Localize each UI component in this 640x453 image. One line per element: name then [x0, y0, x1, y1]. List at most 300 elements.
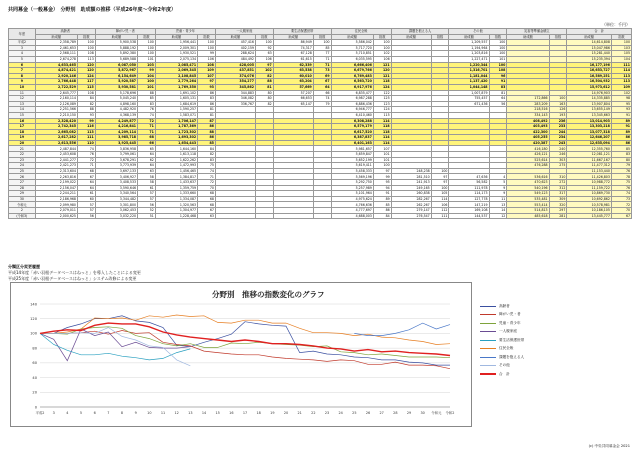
- amount-cell: 1,644,160: [155, 146, 197, 152]
- amount-cell: 344,883: [215, 90, 255, 96]
- legend-item: [480, 345, 540, 354]
- index-cell: 103: [611, 45, 631, 51]
- index-cell: 63: [138, 168, 156, 174]
- subcolumn-header: 指数: [77, 34, 95, 40]
- index-cell: 99: [198, 51, 216, 57]
- legend-item: [480, 370, 540, 379]
- amount-cell: 2,779,264: [155, 79, 197, 85]
- amount-cell: 2,920,146: [35, 73, 77, 79]
- amount-cell: 3,985,718: [95, 135, 137, 141]
- year-cell: 5: [9, 56, 36, 62]
- index-cell: 93: [198, 84, 216, 90]
- x-tick-label: 3: [52, 411, 55, 415]
- index-cell: 67: [77, 174, 95, 180]
- index-cell: 100: [198, 45, 216, 51]
- subcolumn-header: 指数: [373, 34, 391, 40]
- amount-cell: 15,281,440: [567, 51, 612, 57]
- amount-cell: 5,652,199: [331, 157, 373, 163]
- index-cell: 63: [255, 51, 273, 57]
- index-cell: 84: [198, 146, 216, 152]
- amount-cell: 5,888,192: [95, 45, 137, 51]
- x-tick-label: 5: [79, 411, 83, 415]
- x-tick-label: 23: [324, 411, 330, 415]
- index-cell: 303: [549, 157, 567, 163]
- amount-cell: 61,615: [273, 56, 313, 62]
- x-tick-label: 12: [174, 411, 179, 415]
- index-cell: 86: [611, 140, 631, 146]
- legend-item: [480, 319, 540, 328]
- y-tick-label: 20: [32, 390, 37, 395]
- index-cell: 77: [313, 51, 331, 57]
- index-cell: 56: [138, 202, 156, 208]
- column-header: 合 計: [567, 29, 632, 35]
- index-cell: 86: [198, 101, 216, 107]
- amount-cell: 4,874,421: [35, 68, 77, 74]
- amount-cell: 260,838: [391, 191, 431, 197]
- index-cell: 118: [373, 129, 391, 135]
- index-cell: 76: [611, 185, 631, 191]
- index-cell: 68: [198, 191, 216, 197]
- index-cell: 71: [313, 56, 331, 62]
- index-cell: 100: [138, 45, 156, 51]
- amount-cell: 2,617,282: [35, 135, 77, 141]
- amount-cell: 3,678,291: [95, 157, 137, 163]
- amount-cell: 1,723,302: [155, 129, 197, 135]
- amount-cell: 1,654,443: [155, 140, 197, 146]
- amount-cell: 336,767: [215, 101, 255, 107]
- index-cell: 82: [255, 73, 273, 79]
- index-cell: 243: [549, 140, 567, 146]
- subcolumn-header: 指数: [138, 34, 156, 40]
- year-cell: 2: [9, 208, 36, 214]
- x-tick-label: 17: [242, 411, 248, 415]
- index-cell: 95: [611, 101, 631, 107]
- amount-cell: 4,898,160: [95, 101, 137, 107]
- index-cell: 76: [77, 152, 95, 158]
- y-tick-label: 100: [30, 331, 37, 336]
- amount-cell: 2,075,134: [155, 56, 197, 62]
- subcolumn-header: 助成額: [507, 34, 549, 40]
- index-cell: 71: [198, 174, 216, 180]
- amount-cell: 13,014,903: [567, 118, 612, 124]
- index-cell: 106: [431, 202, 449, 208]
- index-cell: 320: [549, 202, 567, 208]
- index-cell: 9: [489, 191, 507, 197]
- year-cell: 19: [9, 135, 36, 141]
- index-cell: 107: [198, 73, 216, 79]
- y-tick-label: 0: [34, 405, 37, 410]
- amount-cell: 63,204: [273, 79, 313, 85]
- x-tick-label: 18: [256, 411, 261, 415]
- index-cell: 87: [198, 118, 216, 124]
- amount-cell: 241,913: [391, 180, 431, 186]
- amount-cell: 13,345,663: [567, 112, 612, 118]
- subcolumn-header: 指数: [313, 34, 331, 40]
- index-cell: 100: [489, 62, 507, 68]
- amount-cell: 288,624: [215, 51, 255, 57]
- amount-cell: 1,359,759: [155, 185, 197, 191]
- amount-cell: 2,156,047: [35, 185, 77, 191]
- amount-cell: 1,228,468: [155, 213, 197, 219]
- amount-cell: 5,619,411: [331, 163, 373, 169]
- index-cell: 123: [373, 101, 391, 107]
- legend-swatch: [480, 373, 496, 375]
- amount-cell: 755,457: [449, 96, 489, 102]
- index-cell: 85: [373, 202, 391, 208]
- index-cell: 105: [611, 51, 631, 57]
- index-cell: 101: [373, 152, 391, 158]
- index-cell: 13: [489, 202, 507, 208]
- amount-cell: 5,872,967: [95, 68, 137, 74]
- amount-cell: 3,032,220: [95, 213, 137, 219]
- line-chart: [10, 282, 470, 425]
- amount-cell: 1,304,977: [155, 208, 197, 214]
- index-cell: 71: [313, 62, 331, 68]
- legend-label: その他: [499, 363, 510, 368]
- year-cell: 13: [9, 101, 36, 107]
- amount-cell: 1,613,118: [155, 152, 197, 158]
- index-cell: 72: [138, 118, 156, 124]
- amount-cell: [215, 213, 255, 219]
- amount-cell: 2,421,273: [35, 163, 77, 169]
- amount-cell: 1,227,471: [449, 56, 489, 62]
- index-cell: 102: [373, 51, 391, 57]
- x-tick-label: 22: [311, 411, 316, 415]
- legend-label: 合 計: [499, 371, 510, 376]
- index-cell: 83: [198, 96, 216, 102]
- amount-cell: 1,220,344: [449, 62, 489, 68]
- amount-cell: 2,126,089: [35, 101, 77, 107]
- x-tick-label: 4: [66, 411, 69, 415]
- amount-cell: 6,154,649: [95, 73, 137, 79]
- index-cell: 76: [138, 107, 156, 113]
- index-cell: 113: [77, 129, 95, 135]
- index-cell: 4: [489, 174, 507, 180]
- index-cell: 73: [313, 68, 331, 74]
- series-line: [40, 327, 450, 358]
- index-cell: 309: [549, 196, 567, 202]
- legend-swatch: [480, 314, 496, 315]
- index-cell: 124: [373, 107, 391, 113]
- index-cell: 100: [138, 79, 156, 85]
- amount-cell: 1,769,350: [155, 84, 197, 90]
- x-tick-label: 平成2: [35, 411, 45, 415]
- column-header: 要生活保護世帯: [273, 29, 331, 35]
- index-cell: 9: [489, 185, 507, 191]
- amount-cell: 5,717,720: [331, 45, 373, 51]
- x-tick-label: 25: [352, 411, 357, 415]
- index-cell: 101: [489, 56, 507, 62]
- year-cell: 29: [9, 191, 36, 197]
- year-cell: 8: [9, 73, 36, 79]
- year-cell: 28: [9, 185, 36, 191]
- amount-cell: 3,301,800: [95, 202, 137, 208]
- amount-cell: 437,851: [215, 68, 255, 74]
- column-header: その他: [449, 29, 507, 35]
- index-cell: 74: [313, 96, 331, 102]
- legend-swatch: [480, 323, 496, 324]
- year-cell: 7: [9, 68, 36, 74]
- index-cell: 86: [611, 135, 631, 141]
- index-cell: [255, 213, 273, 219]
- subcolumn-header: 助成額: [215, 34, 255, 40]
- index-cell: 86: [198, 124, 216, 130]
- table-body: [9, 40, 632, 219]
- index-cell: 233: [549, 124, 567, 130]
- legend-label: 障がい児・者: [499, 312, 521, 317]
- amount-cell: 2,441,277: [35, 157, 77, 163]
- index-cell: 89: [611, 118, 631, 124]
- index-cell: 117: [77, 79, 95, 85]
- subcolumn-header: 指数: [549, 34, 567, 40]
- amount-cell: 354,277: [215, 79, 255, 85]
- index-cell: 69: [313, 73, 331, 79]
- index-cell: 89: [611, 129, 631, 135]
- amount-cell: 6,579,179: [331, 124, 373, 130]
- index-cell: 115: [373, 112, 391, 118]
- amount-cell: 172,866: [507, 96, 549, 102]
- amount-cell: 60,010: [273, 73, 313, 79]
- index-cell: 79: [313, 101, 331, 107]
- amount-cell: 86,949: [273, 40, 313, 46]
- index-cell: 110: [77, 140, 95, 146]
- amount-cell: 1,956,441: [155, 40, 197, 46]
- amount-cell: 111,978: [449, 185, 489, 191]
- x-tick-label: 30: [420, 411, 425, 415]
- year-cell: 15: [9, 112, 36, 118]
- copyright-footer: (c) 中央共同募金会 2021: [588, 444, 630, 448]
- index-cell: 14: [489, 208, 507, 214]
- column-header: 災害等準備金積立: [507, 29, 567, 35]
- x-tick-label: 11: [160, 411, 166, 415]
- index-cell: 281: [549, 213, 567, 219]
- index-cell: 104: [138, 73, 156, 79]
- index-cell: 99: [138, 68, 156, 74]
- index-cell: 67: [198, 208, 216, 214]
- y-tick-label: 60: [32, 361, 37, 366]
- index-cell: 79: [611, 163, 631, 169]
- index-cell: 101: [373, 157, 391, 163]
- index-cell: 108: [198, 62, 216, 68]
- amount-cell: 15,047,986: [567, 45, 612, 51]
- amount-cell: 6,087,050: [95, 62, 137, 68]
- amount-cell: 63,538: [273, 68, 313, 74]
- year-cell: 6: [9, 62, 36, 68]
- index-cell: 125: [373, 96, 391, 102]
- amount-cell: 2,210,150: [35, 112, 77, 118]
- year-cell: 23: [9, 157, 36, 163]
- amount-cell: 6,987,288: [331, 96, 373, 102]
- amount-cell: 10,869,730: [567, 191, 612, 197]
- amount-cell: 6,401,163: [331, 140, 373, 146]
- column-header: 年度: [9, 29, 36, 40]
- year-cell: 17: [9, 124, 36, 130]
- subcolumn-header: 助成額: [35, 34, 77, 40]
- column-header: 課題を抱える人: [391, 29, 449, 35]
- amount-cell: 6,946,777: [331, 107, 373, 113]
- index-cell: 106: [198, 56, 216, 62]
- index-cell: 88: [138, 90, 156, 96]
- amount-cell: 5,101,964: [331, 191, 373, 197]
- index-cell: 297: [549, 208, 567, 214]
- amount-cell: 3,773,939: [95, 163, 137, 169]
- amount-cell: 4,633,465: [35, 62, 77, 68]
- subcolumn-header: 指数: [255, 34, 273, 40]
- amount-cell: 2,009,301: [155, 45, 197, 51]
- x-tick-label: 28: [393, 411, 398, 415]
- amount-cell: 4,209,114: [95, 129, 137, 135]
- amount-cell: 1,320,563: [155, 202, 197, 208]
- index-cell: 52: [138, 208, 156, 214]
- index-cell: 120: [77, 68, 95, 74]
- index-cell: 113: [611, 73, 631, 79]
- x-tick-label: 9: [134, 411, 137, 415]
- index-cell: 121: [373, 73, 391, 79]
- amount-cell: 6,835,477: [331, 90, 373, 96]
- index-cell: 97: [431, 180, 449, 186]
- index-cell: 74: [198, 168, 216, 174]
- index-cell: 106: [255, 56, 273, 62]
- index-cell: 85: [611, 146, 631, 152]
- legend-label: 住民全般: [499, 346, 514, 351]
- amount-cell: 1,334,087: [155, 196, 197, 202]
- x-tick-label: 27: [379, 411, 384, 415]
- amount-cell: 13,655,149: [567, 107, 612, 113]
- index-cell: 83: [611, 152, 631, 158]
- index-cell: 64: [138, 152, 156, 158]
- index-cell: 83: [138, 101, 156, 107]
- amount-cell: 3,062,453: [95, 208, 137, 214]
- index-cell: 234: [549, 135, 567, 141]
- amount-cell: 403,493: [507, 124, 549, 130]
- amount-cell: 6,035,595: [331, 56, 373, 62]
- column-header: 障がい児・者: [95, 29, 155, 35]
- amount-cell: 5,292,750: [331, 180, 373, 186]
- x-tick-label: 19: [270, 411, 275, 415]
- y-tick-label: 140: [30, 302, 37, 307]
- index-cell: 114: [373, 118, 391, 124]
- index-cell: 96: [489, 73, 507, 79]
- amount-cell: 11,153,440: [567, 168, 612, 174]
- index-cell: 118: [373, 124, 391, 130]
- index-cell: 114: [431, 196, 449, 202]
- amount-cell: 422,300: [507, 129, 549, 135]
- amount-cell: 281,510: [391, 174, 431, 180]
- amount-cell: 5,710,851: [331, 51, 373, 57]
- amount-cell: 5,257,989: [331, 185, 373, 191]
- index-cell: 64: [77, 180, 95, 186]
- index-cell: 100: [313, 40, 331, 46]
- index-cell: 111: [431, 213, 449, 219]
- amount-cell: 2,328,420: [35, 118, 77, 124]
- amount-cell: 2,674,278: [35, 56, 77, 62]
- index-cell: 70: [198, 185, 216, 191]
- amount-cell: 4,688,003: [331, 213, 373, 219]
- column-header: 一人親家庭: [215, 29, 273, 35]
- index-cell: 63: [198, 213, 216, 219]
- index-cell: 124: [77, 73, 95, 79]
- index-cell: 240: [549, 146, 567, 152]
- amount-cell: 74,317: [273, 45, 313, 51]
- amount-cell: 2,160,114: [35, 96, 77, 102]
- amount-cell: 4,766,636: [331, 202, 373, 208]
- index-cell: 310: [549, 174, 567, 180]
- index-cell: 91: [373, 191, 391, 197]
- index-cell: 51: [138, 213, 156, 219]
- index-cell: 109: [611, 84, 631, 90]
- amount-cell: 10,186,105: [567, 208, 612, 214]
- index-cell: 100: [611, 40, 631, 46]
- amount-cell: 248,238: [391, 168, 431, 174]
- index-cell: 108: [489, 68, 507, 74]
- index-cell: 78: [611, 174, 631, 180]
- amount-cell: 426,121: [507, 152, 549, 158]
- legend-swatch: [480, 306, 496, 307]
- amount-cell: 56,582: [449, 180, 489, 186]
- amount-cell: 1,691,102: [155, 90, 197, 96]
- y-tick-label: 40: [32, 375, 37, 380]
- amount-cell: 1,706,147: [155, 118, 197, 124]
- amount-cell: 1,181,044: [449, 73, 489, 79]
- index-cell: 71: [138, 124, 156, 130]
- index-cell: 82: [198, 152, 216, 158]
- index-cell: 82: [255, 101, 273, 107]
- year-cell: 22: [9, 152, 36, 158]
- index-cell: 121: [373, 62, 391, 68]
- amount-cell: 345,862: [215, 84, 255, 90]
- index-cell: 99: [77, 118, 95, 124]
- index-cell: 114: [373, 135, 391, 141]
- index-cell: 100: [77, 40, 95, 46]
- amount-cell: 484,492: [215, 56, 255, 62]
- index-cell: 68: [198, 202, 216, 208]
- amount-cell: 420,387: [507, 140, 549, 146]
- amount-cell: 15,973,612: [567, 84, 612, 90]
- index-cell: 71: [77, 163, 95, 169]
- index-cell: 94: [373, 185, 391, 191]
- index-cell: 100: [431, 168, 449, 174]
- amount-cell: 3,925,445: [95, 140, 137, 146]
- amount-cell: 540,196: [507, 185, 549, 191]
- legend-item: [480, 336, 540, 345]
- data-table: [8, 28, 632, 219]
- legend-swatch: [480, 365, 496, 366]
- index-cell: 317: [549, 191, 567, 197]
- amount-cell: 16,653,727: [567, 68, 612, 74]
- index-cell: 67: [611, 213, 631, 219]
- amount-cell: 283,209: [507, 101, 549, 107]
- amount-cell: 2,099,980: [35, 202, 77, 208]
- index-cell: 118: [373, 79, 391, 85]
- amount-cell: 2,069,345: [155, 68, 197, 74]
- index-cell: 86: [198, 90, 216, 96]
- index-cell: 113: [611, 79, 631, 85]
- amount-cell: 1,472,993: [155, 163, 197, 169]
- x-tick-label: 令和元: [431, 411, 442, 415]
- column-header: 高齢者: [35, 29, 95, 35]
- amount-cell: 4,482,920: [95, 107, 137, 113]
- amount-cell: 5,689,588: [95, 56, 137, 62]
- index-cell: 92: [255, 45, 273, 51]
- amount-cell: 6,769,483: [331, 73, 373, 79]
- amount-cell: 1,007,879: [449, 90, 489, 96]
- amount-cell: 1,622,262: [155, 157, 197, 163]
- amount-cell: 535,481: [507, 196, 549, 202]
- index-cell: 100: [255, 40, 273, 46]
- amount-cell: 67,128: [273, 51, 313, 57]
- amount-cell: 2,186,968: [35, 196, 77, 202]
- index-cell: 102: [611, 90, 631, 96]
